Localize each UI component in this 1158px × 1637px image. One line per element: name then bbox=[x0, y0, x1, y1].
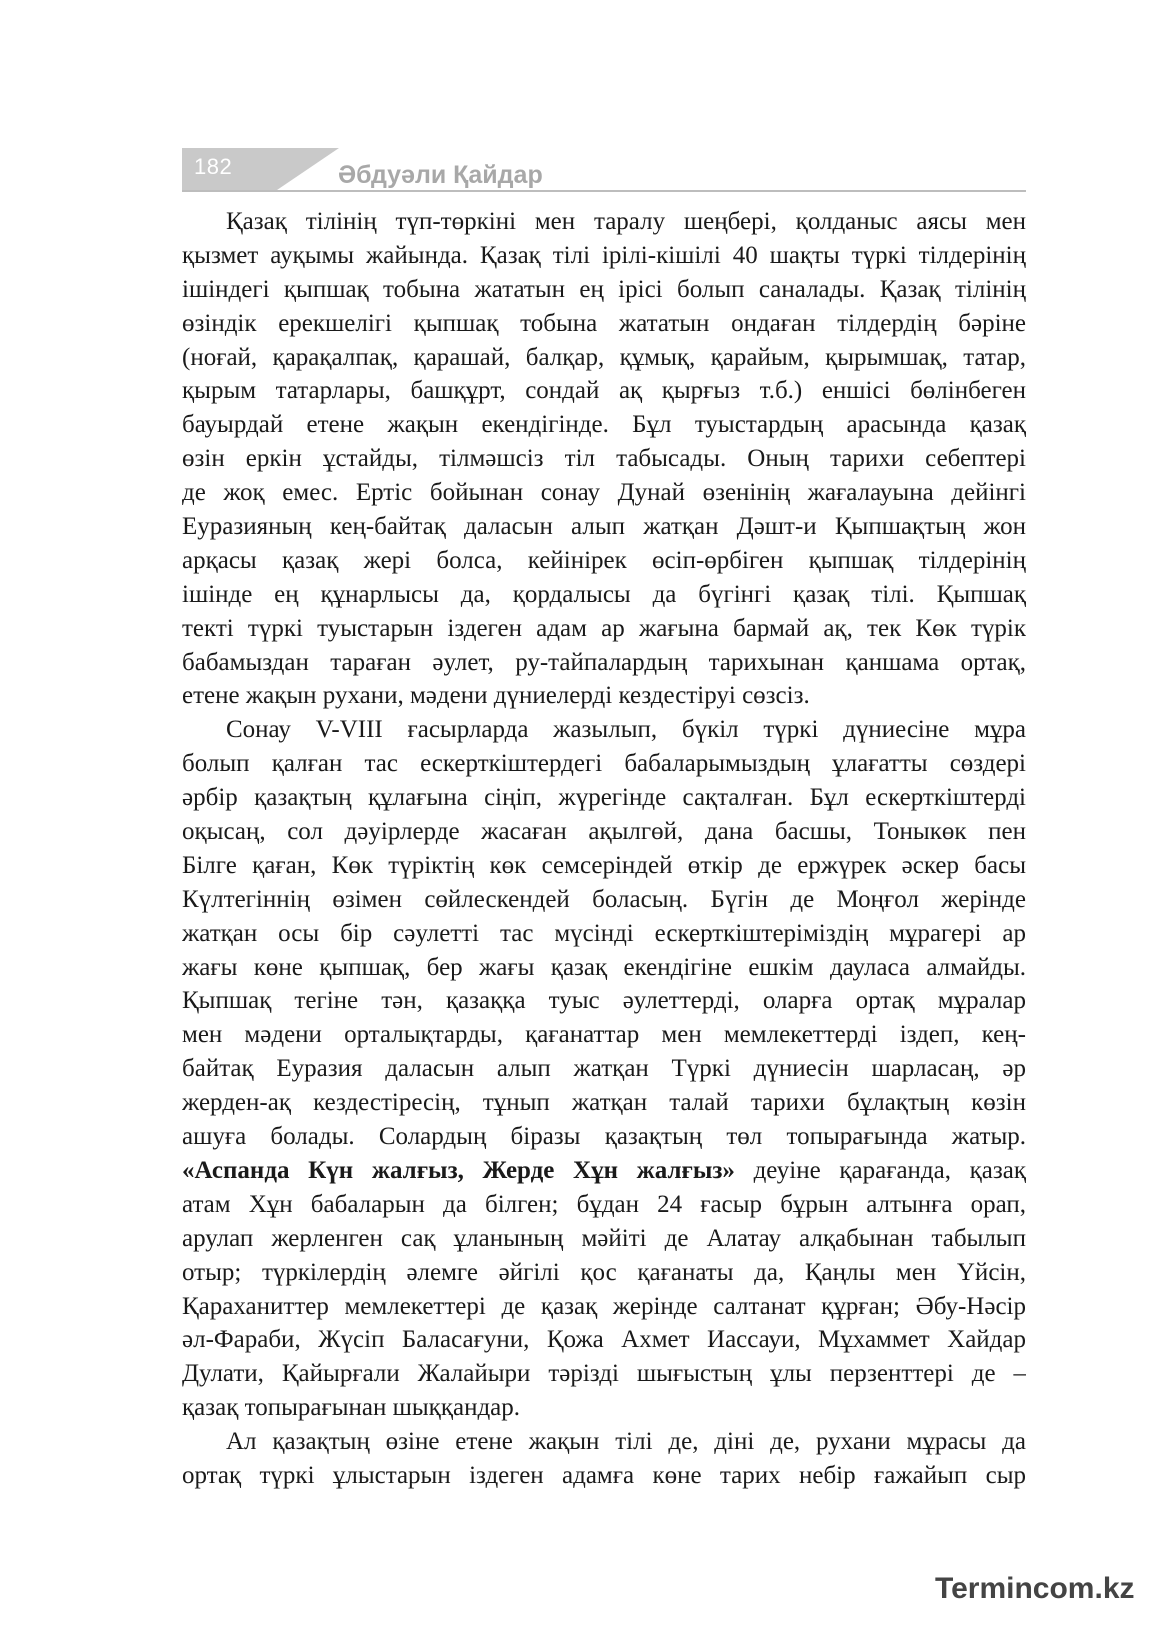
text-line: жағы көне қыпшақ, бер жағы қазақ екендігіне ешкім дауласа алмайды. bbox=[182, 953, 1026, 981]
text-line: Қыпшақ тегіне тән, қазаққа туыс әулеттерді, оларға ортақ мұралар bbox=[182, 987, 1026, 1015]
text-line: жерден-ақ кездестіресің, тұнып жатқан талай тарихи бұлақтың көзін bbox=[182, 1089, 1026, 1117]
page-number: 182 bbox=[194, 154, 233, 179]
text-line: ашуға болады. Солардың біразы қазақтың төл топырағында жатыр. bbox=[182, 1123, 1026, 1151]
watermark-logo: Termincom.kz bbox=[935, 1572, 1135, 1605]
text-line: Қараханиттер мемлекеттері де қазақ жерінде салтанат құрған; Әбу-Нәсір bbox=[182, 1292, 1026, 1320]
page-header bbox=[182, 148, 1026, 194]
text-line: өзіндік ерекшелігі қыпшақ тобына жататын ондаған тілдердің бәріне bbox=[182, 309, 1026, 337]
text-line: (ноғай, қарақалпақ, қарашай, балқар, құмық, қарайым, қырымшақ, татар, bbox=[182, 343, 1026, 371]
text-line: етене жақын рухани, мәдени дүниелерді кездестіруі сөзсіз. bbox=[182, 682, 810, 710]
text-line: Күлтегіннің өзімен сөйлескендей боласың. Бүгін де Моңғол жерінде bbox=[182, 885, 1026, 913]
text-line: арқасы қазақ жері болса, кейінірек өсіп-өрбіген қыпшақ тілдерінің bbox=[182, 546, 1026, 574]
bold-line-rest: деуіне қарағанда, қазақ bbox=[734, 1156, 1026, 1184]
text-line: Сонау V-VIII ғасырларда жазылып, бүкіл түркі дүниесіне мұра bbox=[226, 716, 1026, 744]
page-number-tab bbox=[182, 148, 277, 190]
body-text bbox=[182, 205, 1026, 1493]
text-line: арулап жерленген сақ ұланының мәйіті де Алатау алқабынан табылып bbox=[182, 1224, 1026, 1252]
text-line: байтақ Еуразия даласын алып жатқан Түркі дүниесін шарласаң, әр bbox=[182, 1055, 1026, 1083]
text-line: Дулати, Қайырғали Жалайыри тәрізді шығыстың ұлы перзенттері де – bbox=[182, 1360, 1026, 1388]
text-line: әл-Фараби, Жүсіп Баласағуни, Қожа Ахмет Иассауи, Мұхаммет Хайдар bbox=[182, 1326, 1026, 1354]
running-title: Әбдуәли Қайдар bbox=[338, 161, 543, 189]
text-line: қырым татарлары, башқұрт, сондай ақ қырғыз т.б.) еншісі бөлінбеген bbox=[182, 377, 1026, 405]
text-line: бауырдай етене жақын екендігінде. Бұл туыстардың арасында қазақ bbox=[182, 411, 1026, 439]
text-line-bold-quote bbox=[182, 1154, 1026, 1188]
header-rule bbox=[182, 190, 1026, 192]
text-line: бабамыздан тараған әулет, ру-тайпалардың тарихынан қаншама ортақ, bbox=[182, 648, 1026, 676]
text-line: өзін еркін ұстайды, тілмәшсіз тіл табысады. Оның тарихи себептері bbox=[182, 445, 1026, 473]
text-line: болып қалған тас ескерткіштердегі бабаларымыздың ұлағатты сөздері bbox=[182, 750, 1026, 778]
page-number-wedge bbox=[277, 148, 339, 190]
text-line: Ал қазақтың өзіне етене жақын тілі де, діні де, рухани мұрасы да bbox=[226, 1428, 1026, 1456]
text-line: ортақ түркі ұлыстарын іздеген адамға көне тарих небір ғажайып сыр bbox=[182, 1461, 1026, 1489]
text-line: текті түркі туыстарын іздеген адам ар жағына бармай ақ, тек Көк түрік bbox=[182, 614, 1026, 642]
bold-quote: «Аспанда Күн жалғыз, Жерде Хұн жалғыз» bbox=[182, 1156, 735, 1184]
text-line: ішіндегі қыпшақ тобына жататын ең ірісі болып саналады. Қазақ тілінің bbox=[182, 275, 1026, 303]
text-line: атам Хұн бабаларын да білген; бұдан 24 ғасыр бұрын алтынға орап, bbox=[182, 1190, 1026, 1218]
paragraph-2 bbox=[182, 713, 1026, 1425]
text-line: оқысаң, сол дәуірлерде жасаған ақылгөй, дана басшы, Тоныкөк пен bbox=[182, 818, 1026, 846]
text-line: Еуразияның кең-байтақ даласын алып жатқан Дәшт-и Қыпшақтың жон bbox=[182, 513, 1026, 541]
text-line: қызмет ауқымы жайында. Қазақ тілі ірілі-кішілі 40 шақты түркі тілдерінің bbox=[182, 241, 1026, 269]
text-line: де жоқ емес. Ертіс бойынан сонау Дунай өзенінің жағалауына дейінгі bbox=[182, 479, 1026, 507]
paragraph-1 bbox=[182, 205, 1026, 713]
text-line: ішінде ең құнарлысы да, қордалысы да бүгінгі қазақ тілі. Қыпшақ bbox=[182, 580, 1026, 608]
text-line: мен мәдени орталықтарды, қағанаттар мен мемлекеттерді іздеп, кең- bbox=[182, 1021, 1026, 1049]
text-line: әрбір қазақтың құлағына сіңіп, жүрегінде сақталған. Бұл ескерткіштерді bbox=[182, 784, 1026, 812]
paragraph-3 bbox=[182, 1425, 1026, 1493]
text-line: жатқан осы бір сәулетті тас мүсінді ескерткіштеріміздің мұрагері ар bbox=[182, 919, 1026, 947]
text-line: қазақ топырағынан шыққандар. bbox=[182, 1394, 521, 1422]
text-line: Білге қаған, Көк түріктің көк семсеріндей өткір де ержүрек әскер басы bbox=[182, 851, 1026, 879]
text-line: отыр; түркілердің әлемге әйгілі қос қағанаты да, Қаңлы мен Үйсін, bbox=[182, 1258, 1026, 1286]
text-line: Қазақ тілінің түп-төркіні мен таралу шеңбері, қолданыс аясы мен bbox=[226, 208, 1026, 235]
